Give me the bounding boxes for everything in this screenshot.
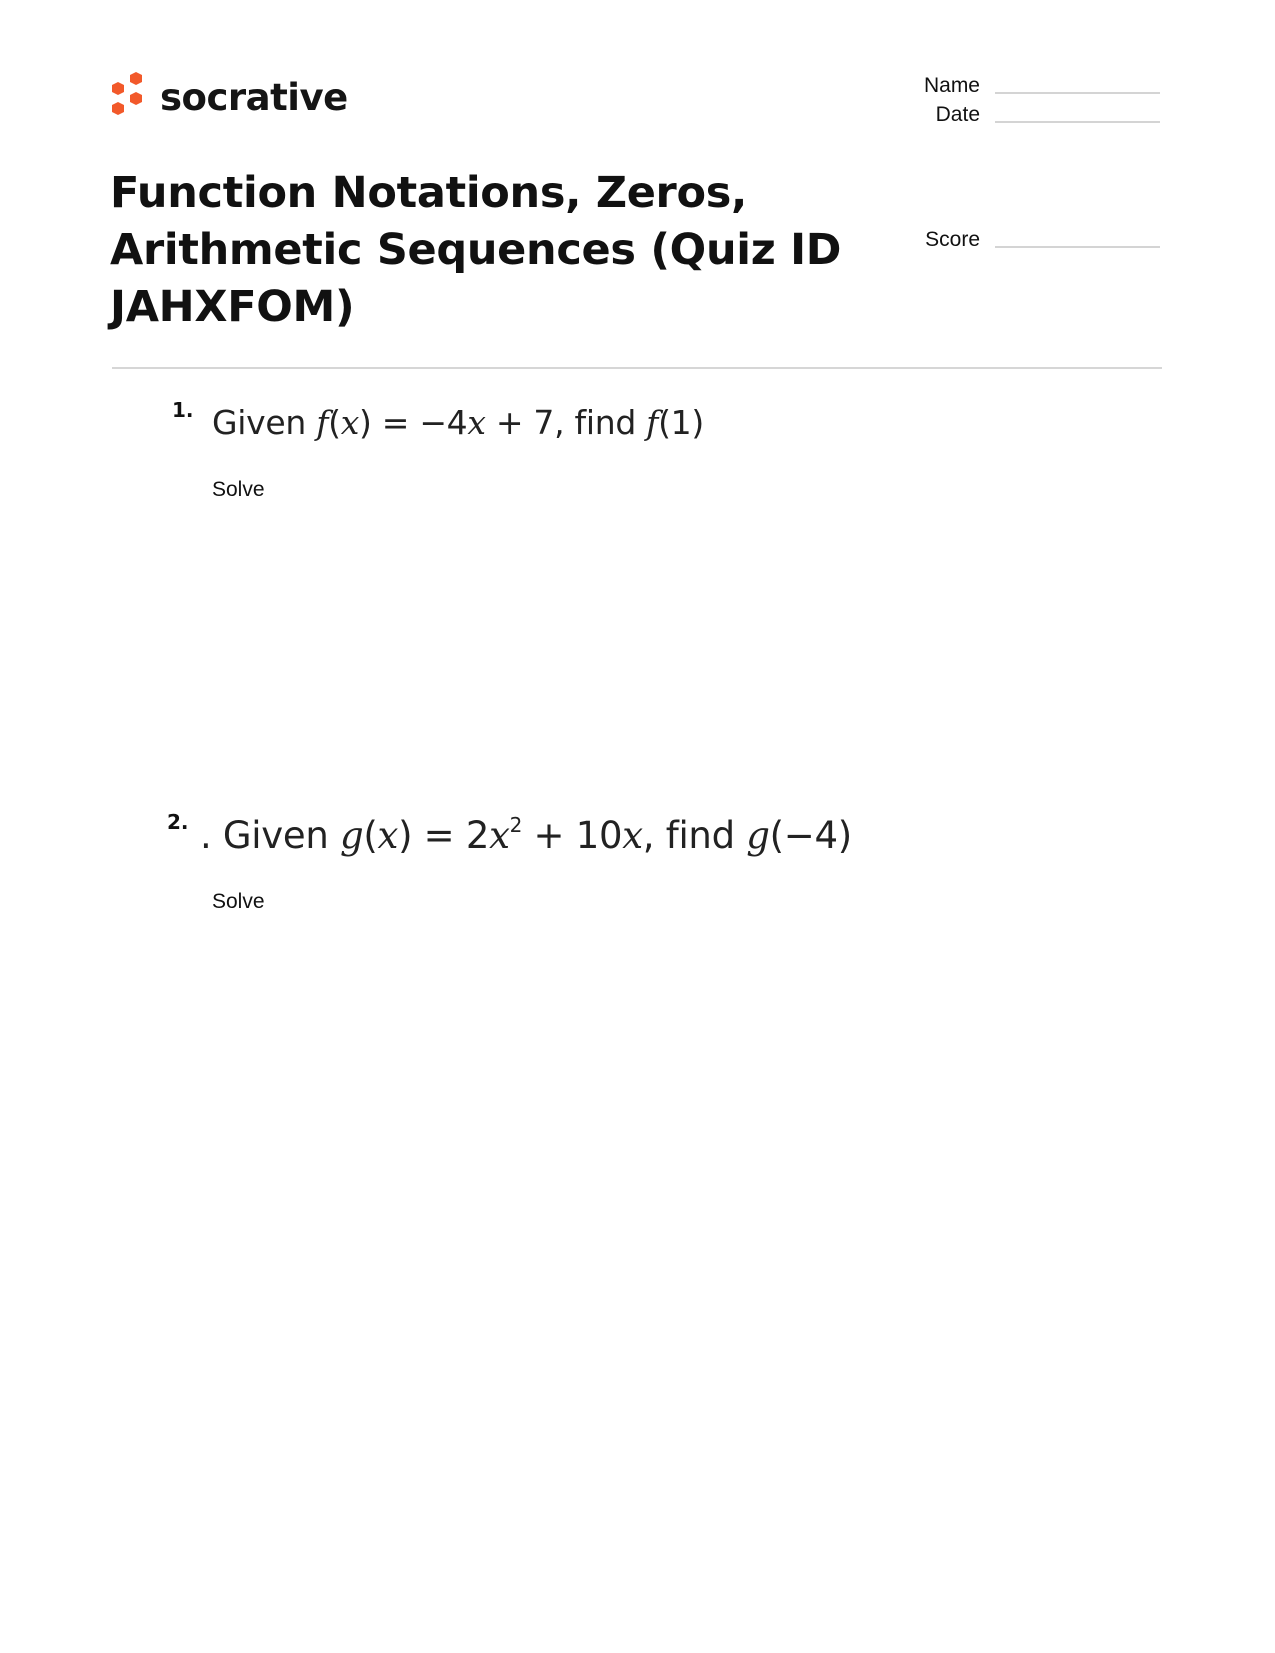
date-line <box>995 120 1160 123</box>
question-prefix: . Given <box>200 814 329 857</box>
socrative-logo <box>110 72 348 122</box>
score-field <box>880 228 1160 252</box>
question-expression: g <box>339 814 364 857</box>
name-field <box>880 74 1160 98</box>
solve-label: Solve <box>212 478 265 501</box>
question-1-text <box>212 403 704 442</box>
question-number: 2. <box>167 810 189 834</box>
question-target: f(1) <box>646 403 704 442</box>
question-expression: f <box>316 403 329 442</box>
question-number: 1. <box>172 398 194 422</box>
expr-rest: (x) = −4x + 7, <box>328 403 565 442</box>
find-word: find <box>665 814 735 857</box>
header-divider <box>112 367 1162 369</box>
document-title: Function Notations, Zeros, Arithmetic Sequences (Quiz ID JAHXFOM) <box>110 168 842 332</box>
date-label: Date <box>935 103 980 126</box>
score-line <box>995 245 1160 248</box>
expr-rest: $(x) = 2x^2 + 10x$, <box>363 813 655 857</box>
brand-name: socrative <box>160 75 348 119</box>
name-label: Name <box>923 74 980 97</box>
hexagon-cluster-icon <box>110 72 150 122</box>
question-2-text <box>200 814 852 857</box>
score-label: Score <box>925 228 980 251</box>
find-word: find <box>574 403 636 442</box>
name-line <box>995 91 1160 94</box>
question-target: g(−4) <box>746 814 852 857</box>
question-prefix: Given <box>212 403 306 442</box>
solve-label: Solve <box>212 890 265 913</box>
date-field <box>880 103 1160 127</box>
